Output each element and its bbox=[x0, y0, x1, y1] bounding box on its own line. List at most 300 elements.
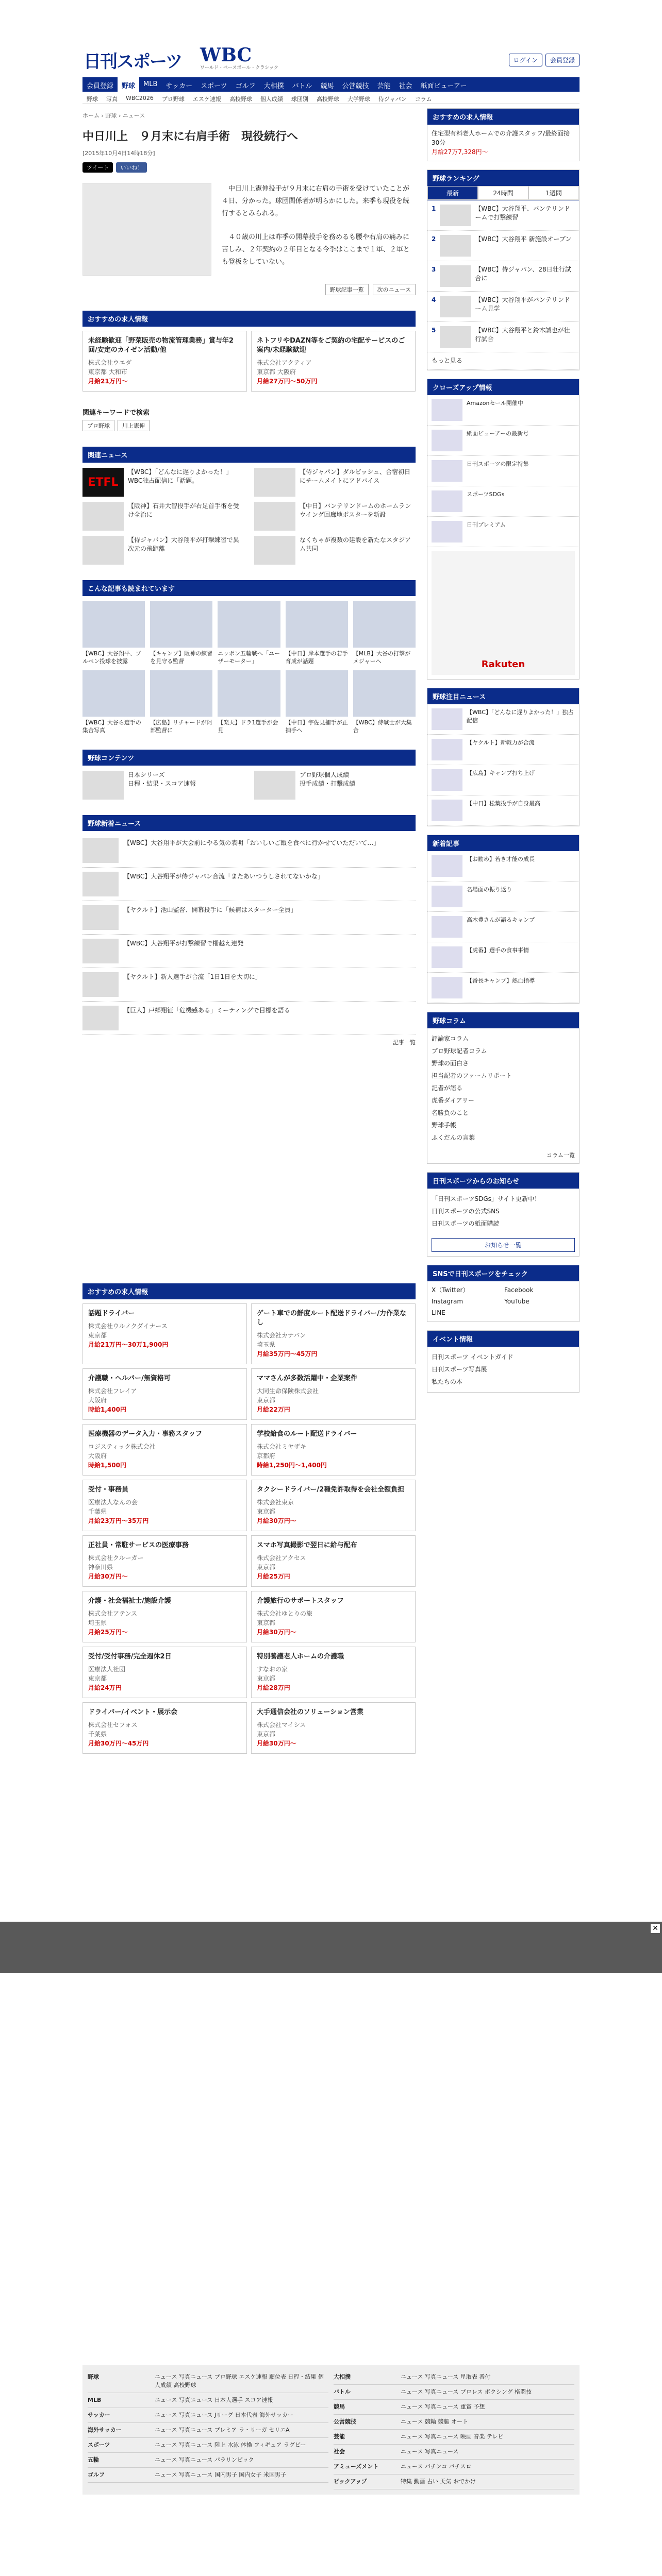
list-item[interactable] bbox=[427, 795, 579, 826]
column-link[interactable]: 評論家コラム bbox=[432, 1035, 469, 1042]
share-buttons bbox=[82, 162, 416, 173]
job-location: 埼玉県 bbox=[88, 1619, 107, 1626]
job-title: 医療機器のデータ入力・事務スタッフ bbox=[88, 1430, 203, 1438]
job-card[interactable] bbox=[82, 1702, 247, 1754]
nav-item[interactable]: 社会 bbox=[399, 82, 412, 90]
more-news-link[interactable]: 記事一覧 bbox=[393, 1039, 416, 1046]
list-item[interactable] bbox=[427, 735, 579, 765]
global-nav bbox=[82, 77, 580, 92]
event-link[interactable]: 私たちの本 bbox=[432, 1378, 463, 1385]
timeline-photo bbox=[286, 601, 348, 648]
list-item[interactable] bbox=[82, 502, 244, 531]
job-card[interactable] bbox=[251, 1535, 416, 1587]
register-button[interactable]: 会員登録 bbox=[545, 54, 580, 66]
footer-row bbox=[88, 2438, 328, 2453]
timeline-photo bbox=[150, 670, 212, 717]
event-link[interactable]: 日刊スポーツ写真展 bbox=[432, 1366, 487, 1373]
footer-links[interactable]: ニュース 写真ニュース Jリーグ 日本代表 海外サッカー bbox=[155, 2412, 293, 2418]
contents-section-title: 野球コンテンツ bbox=[82, 750, 416, 766]
subnav-item[interactable]: 侍ジャパン bbox=[378, 96, 407, 103]
job-location: 東京都 bbox=[88, 1675, 107, 1682]
wbc-logo-caption: ワールド・ベースボール・クラシック bbox=[200, 65, 279, 71]
footer-links[interactable]: ニュース 写真ニュース プロレス ボクシング 格闘技 bbox=[401, 2388, 532, 2395]
list-item[interactable] bbox=[254, 536, 416, 565]
header-actions bbox=[509, 54, 580, 66]
news-headline: 【阪神】石井大智投手が右足首手術を受け全治に bbox=[128, 502, 240, 518]
job-pay: 月給21万円～30万1,900円 bbox=[88, 1341, 169, 1348]
job-pay: 月給30万円～ bbox=[257, 1517, 296, 1524]
footer-row bbox=[88, 2453, 328, 2468]
job-location: 東京都 大和市 bbox=[88, 368, 127, 376]
timeline-section-title: こんな記事も読まれています bbox=[82, 580, 416, 596]
footer-col-left bbox=[88, 2370, 328, 2489]
job-card[interactable] bbox=[82, 1368, 247, 1420]
timeline-headline: 【WBC】侍戦士が大集合 bbox=[353, 719, 412, 734]
rank-number: 1 bbox=[432, 205, 436, 212]
footer-heading[interactable]: サッカー bbox=[88, 2412, 110, 2418]
footer-links[interactable]: ニュース 写真ニュース 陸上 水泳 体操 フィギュア ラグビー bbox=[155, 2442, 306, 2448]
main-column bbox=[82, 108, 416, 1754]
job-pay: 月給30万円～45万円 bbox=[88, 1740, 149, 1747]
side-jobs-body[interactable] bbox=[427, 125, 579, 161]
job-company: 株式会社アクティア bbox=[257, 359, 312, 366]
side-jobs-pay: 月給27万7,328円～ bbox=[432, 148, 488, 156]
notice-title: 日刊スポーツからのお知らせ bbox=[427, 1173, 579, 1189]
job-title: 正社員・常駐サービスの医療事務 bbox=[88, 1541, 189, 1549]
timeline-headline: 【中日】宇佐見捕手が正捕手へ bbox=[285, 719, 348, 734]
column-list bbox=[427, 1028, 579, 1148]
notice-more-button[interactable]: お知らせ一覧 bbox=[432, 1238, 575, 1252]
list-item[interactable] bbox=[82, 868, 416, 901]
job-pay: 月給25万円 bbox=[257, 1573, 290, 1580]
jobs-section-title: おすすめの求人情報 bbox=[82, 311, 416, 327]
column-link[interactable]: 担当記者のファームリポート bbox=[432, 1072, 512, 1079]
job-pay: 時給1,400円 bbox=[88, 1406, 126, 1413]
site-logo[interactable]: 日刊スポーツ bbox=[84, 52, 182, 72]
ranking-list bbox=[427, 200, 579, 370]
news-headline: 【WBC】大谷翔平が大会前にやる気の表明「おいしいご飯を食べに行かせていただいて…」 bbox=[124, 839, 380, 846]
list-item[interactable] bbox=[82, 536, 244, 565]
nav-item[interactable]: 芸能 bbox=[377, 82, 391, 90]
side-jobs bbox=[427, 108, 580, 161]
footer-row bbox=[334, 2430, 574, 2445]
subnav-item[interactable]: エスケ速報 bbox=[192, 96, 221, 103]
job-pay: 月給21万円～ bbox=[88, 378, 128, 385]
list-item[interactable] bbox=[254, 771, 416, 800]
list-item[interactable] bbox=[353, 670, 416, 734]
job-card[interactable] bbox=[82, 1303, 247, 1364]
footer-heading[interactable]: ピックアップ bbox=[334, 2478, 367, 2485]
event-list bbox=[427, 1347, 579, 1392]
list-item[interactable] bbox=[254, 468, 416, 497]
list-item[interactable] bbox=[427, 704, 579, 735]
list-item[interactable] bbox=[254, 502, 416, 531]
daily-thumbnail bbox=[432, 769, 462, 791]
timeline-photo bbox=[82, 601, 145, 648]
job-card[interactable] bbox=[251, 1424, 416, 1476]
job-location: 東京都 大阪府 bbox=[257, 368, 296, 376]
sns-title: SNSで日刊スポーツをチェック bbox=[427, 1265, 579, 1281]
job-location: 東京都 bbox=[257, 1508, 276, 1515]
column-link[interactable]: 記者が語る bbox=[432, 1084, 463, 1092]
keyword-tag[interactable]: 川上憲伸 bbox=[118, 420, 150, 431]
job-card[interactable] bbox=[251, 331, 416, 392]
footer-heading[interactable]: スポーツ bbox=[88, 2442, 110, 2448]
closeup-thumbnail bbox=[432, 490, 462, 512]
sns-link[interactable]: YouTube bbox=[504, 1298, 529, 1305]
list-item[interactable] bbox=[82, 601, 145, 665]
job-location: 千葉県 bbox=[88, 1508, 107, 1515]
job-card[interactable] bbox=[251, 1647, 416, 1698]
job-location: 東京都 bbox=[257, 1397, 276, 1404]
footer-links[interactable]: ニュース 写真ニュース プレミア ラ・リーガ セリエA bbox=[155, 2427, 290, 2433]
list-item[interactable] bbox=[427, 352, 579, 370]
wbc-logo[interactable] bbox=[200, 44, 278, 71]
column-link[interactable]: 名勝負のこと bbox=[432, 1109, 469, 1116]
list-item[interactable] bbox=[427, 200, 579, 231]
job-location: 京都府 bbox=[257, 1452, 276, 1460]
job-location: 東京都 bbox=[257, 1619, 276, 1626]
notice-link[interactable]: 「日刊スポーツSDGs」サイト更新中！ bbox=[432, 1195, 541, 1202]
footer-heading[interactable]: 芸能 bbox=[334, 2433, 345, 2440]
timeline-headline: 【中日】岸本選手の若手育成が話題 bbox=[285, 650, 348, 665]
footer-row bbox=[334, 2400, 574, 2415]
job-card[interactable] bbox=[251, 1480, 416, 1531]
list-item[interactable] bbox=[150, 670, 212, 734]
article-list-button[interactable]: 野球記事一覧 bbox=[325, 284, 369, 295]
column-link[interactable]: プロ野球記者コラム bbox=[432, 1047, 487, 1055]
login-button[interactable]: ログイン bbox=[509, 54, 542, 66]
list-item[interactable] bbox=[427, 912, 579, 942]
job-card[interactable] bbox=[82, 1480, 247, 1531]
timeline-headline: 【WBC】大谷ら選手の集合写真 bbox=[82, 719, 141, 734]
footer-row bbox=[88, 2423, 328, 2438]
column-link[interactable]: 野球の面白さ bbox=[432, 1060, 469, 1067]
subnav-item[interactable]: プロ野球 bbox=[161, 96, 185, 103]
daily-thumbnail bbox=[432, 739, 462, 760]
list-item[interactable] bbox=[427, 456, 579, 486]
job-location: 千葉県 bbox=[88, 1731, 107, 1738]
nav-item[interactable]: 野球 bbox=[118, 77, 139, 92]
job-title: ネトフリやDAZN等をご契約の宅配サービスのご案内/未経験歓迎 bbox=[257, 337, 405, 354]
rank-headline: 【WBC】大谷翔平 新施設オープン bbox=[475, 235, 572, 243]
jobs-grid bbox=[82, 331, 416, 392]
job-pay: 時給1,250円～1,400円 bbox=[257, 1462, 327, 1469]
list-item[interactable] bbox=[427, 395, 579, 426]
subnav-item[interactable]: 高校野球 bbox=[229, 96, 252, 103]
sns-link[interactable]: Instagram bbox=[432, 1298, 464, 1305]
list-item[interactable] bbox=[82, 968, 416, 1002]
close-icon[interactable]: ✕ bbox=[651, 1924, 660, 1933]
job-location: 東京都 bbox=[257, 1675, 276, 1682]
nav-item[interactable]: 大相撲 bbox=[263, 82, 284, 90]
job-company: 株式会社セフォス bbox=[88, 1721, 138, 1728]
job-pay: 月給23万円～35万円 bbox=[88, 1517, 149, 1524]
footer-links[interactable]: ニュース 写真ニュース 国内男子 国内女子 米国男子 bbox=[155, 2471, 286, 2478]
job-title: スマホ写真撮影で翌日に給与配布 bbox=[257, 1541, 357, 1549]
footer-heading[interactable]: ゴルフ bbox=[88, 2471, 105, 2478]
job-company: 株式会社クルーガー bbox=[88, 1554, 144, 1562]
footer-links[interactable]: ニュース 写真ニュース 星取表 番付 bbox=[401, 2374, 491, 2380]
column-link[interactable]: ふくだんの言葉 bbox=[432, 1134, 475, 1141]
daily-list bbox=[427, 704, 579, 826]
column-link[interactable]: 野球手帳 bbox=[432, 1122, 457, 1129]
list-item[interactable] bbox=[150, 601, 212, 665]
footer-links[interactable]: ニュース 競輪 競艇 オート bbox=[401, 2418, 468, 2425]
footer-heading[interactable]: 五輪 bbox=[88, 2456, 99, 2463]
nav-item[interactable]: 競馬 bbox=[320, 82, 334, 90]
subnav-item[interactable]: 写真 bbox=[106, 96, 118, 103]
sns-box bbox=[427, 1265, 580, 1322]
list-item[interactable] bbox=[427, 765, 579, 795]
ranking-tabs bbox=[427, 186, 579, 200]
notice-link[interactable]: 日刊スポーツの公式SNS bbox=[432, 1208, 500, 1215]
list-item[interactable] bbox=[427, 882, 579, 912]
shoes-ad[interactable]: Rakuten bbox=[432, 551, 575, 675]
closeup-text: スポーツSDGs bbox=[467, 491, 505, 498]
job-pay: 月給24万円 bbox=[88, 1684, 122, 1691]
list-item[interactable] bbox=[427, 851, 579, 882]
contents-thumbnail bbox=[254, 771, 295, 800]
newrec-headline: 【番長キャンプ】熱血指導 bbox=[467, 977, 535, 984]
header bbox=[82, 0, 580, 72]
nav-item[interactable]: バトル bbox=[292, 82, 312, 90]
footer-links[interactable]: ニュース 写真ニュース 重賞 予想 bbox=[401, 2403, 485, 2410]
job-company: 株式会社ウルノクダイナース bbox=[88, 1323, 168, 1330]
baseball-news-title: 野球新着ニュース bbox=[82, 815, 416, 831]
timeline-headline: 【MLB】大谷の打撃がメジャーへ bbox=[353, 650, 410, 665]
list-item[interactable] bbox=[353, 601, 416, 665]
job-title: 受付/受付事務/完全週休2日 bbox=[88, 1653, 172, 1660]
footer-heading[interactable]: アミューズメント bbox=[334, 2463, 379, 2470]
footer-links[interactable]: ニュース 写真ニュース パラリンピック bbox=[155, 2456, 254, 2463]
footer-row bbox=[88, 2468, 328, 2483]
job-card[interactable] bbox=[82, 1424, 247, 1476]
list-item[interactable] bbox=[427, 231, 579, 261]
footer-links[interactable]: ニュース 写真ニュース 映画 音楽 テレビ bbox=[401, 2433, 504, 2440]
job-company: 株式会社アテンス bbox=[88, 1610, 138, 1617]
job-card[interactable] bbox=[251, 1591, 416, 1642]
keyword-tag[interactable]: プロ野球 bbox=[82, 420, 114, 431]
list-item[interactable] bbox=[427, 517, 579, 547]
list-item[interactable] bbox=[427, 942, 579, 973]
news-headline: 【侍ジャパン】大谷翔平が打撃練習で異次元の飛距離 bbox=[128, 536, 239, 552]
list-item[interactable] bbox=[82, 771, 244, 800]
footer-links[interactable]: ニュース 写真ニュース 日本人選手 スコア速報 bbox=[155, 2397, 273, 2403]
footer-heading[interactable]: MLB bbox=[88, 2397, 102, 2403]
list-item[interactable] bbox=[427, 973, 579, 1003]
rank-number: 2 bbox=[432, 235, 436, 243]
newrec-headline: 【虎番】選手の食事事情 bbox=[467, 947, 529, 954]
article-date: [2015年10月4日14時18分] bbox=[82, 150, 155, 157]
closeup-list bbox=[427, 395, 579, 547]
job-pay: 月給30万円～ bbox=[257, 1629, 296, 1636]
footer-heading[interactable]: 大相撲 bbox=[334, 2374, 351, 2380]
notice-link[interactable]: 日刊スポーツの紙面購読 bbox=[432, 1220, 500, 1227]
list-item[interactable] bbox=[427, 426, 579, 456]
daily-headline: 【広島】キャンプ打ち上げ bbox=[467, 770, 535, 776]
job-card[interactable] bbox=[82, 1591, 247, 1642]
next-news-button[interactable]: 次のニュース bbox=[373, 284, 416, 295]
job-pay: 月給35万円～45万円 bbox=[257, 1350, 318, 1358]
column-box bbox=[427, 1012, 580, 1164]
contents-desc: 日程・結果・スコア速報 bbox=[128, 780, 196, 787]
subnav-item[interactable]: WBC2026 bbox=[126, 95, 154, 101]
nav-item[interactable]: スポーツ bbox=[201, 82, 227, 90]
rank-number: 4 bbox=[432, 296, 436, 303]
footer-links[interactable]: ニュース パチンコ パチスロ bbox=[401, 2463, 472, 2470]
job-title: タクシードライバー/2種免許取得を会社全額負担 bbox=[257, 1486, 405, 1494]
footer-links[interactable]: ニュース 写真ニュース bbox=[401, 2448, 459, 2455]
footer-links[interactable]: ニュース 写真ニュース プロ野球 エスケ速報 順位表 日程・結果 個人成績 高校野球 bbox=[155, 2374, 324, 2388]
nav-item[interactable]: 会員登録 bbox=[82, 77, 118, 92]
timeline-headline: 【広島】リチャードが阿部監督に bbox=[150, 719, 212, 734]
job-location: 神奈川県 bbox=[88, 1564, 113, 1571]
event-title: イベント情報 bbox=[427, 1331, 579, 1347]
job-card[interactable] bbox=[82, 1535, 247, 1587]
article-paragraph: ４０歳の川上は昨季の開幕投手を務めるも腰や右肩の痛みに苦しみ、２年契約の２年目となる今季はここまで１軍、２軍とも登板をしていない。 bbox=[222, 233, 410, 266]
news-thumbnail bbox=[82, 838, 119, 863]
event-link[interactable]: 日刊スポーツ イベントガイド bbox=[432, 1353, 514, 1361]
newrec-list bbox=[427, 851, 579, 1003]
subnav-item[interactable]: コラム bbox=[415, 96, 432, 103]
list-item[interactable] bbox=[82, 468, 244, 497]
job-company: 株式会社東京 bbox=[257, 1499, 294, 1506]
side-jobs-title: おすすめの求人情報 bbox=[427, 109, 579, 125]
ranking-box bbox=[427, 170, 580, 370]
footer-heading[interactable]: 野球 bbox=[88, 2374, 99, 2380]
list-item[interactable] bbox=[427, 261, 579, 292]
job-card[interactable] bbox=[82, 1647, 247, 1698]
contents-name: プロ野球個人成績 bbox=[300, 771, 350, 778]
ad-overlay bbox=[0, 1922, 662, 1973]
list-item[interactable] bbox=[82, 670, 145, 734]
job-company: 株式会社マイシス bbox=[257, 1721, 306, 1728]
nav-item[interactable]: ゴルフ bbox=[235, 82, 256, 90]
job-company: 医療法人なんの会 bbox=[88, 1499, 138, 1506]
job-card[interactable] bbox=[251, 1368, 416, 1420]
footer-heading[interactable]: 海外サッカー bbox=[88, 2427, 122, 2433]
job-title: 介護職・ヘルパー/無資格可 bbox=[88, 1375, 171, 1382]
footer-links[interactable]: 特集 動画 占い 天気 おでかけ bbox=[401, 2478, 476, 2485]
daily-headline: 【ヤクルト】新戦力が合流 bbox=[467, 739, 535, 746]
subnav-item[interactable]: 高校野球 bbox=[316, 96, 339, 103]
subnav-item[interactable]: 野球 bbox=[87, 96, 98, 103]
job-title: 介護旅行のサポートスタッフ bbox=[257, 1597, 344, 1605]
nav-item[interactable]: 紙面ビューアー bbox=[420, 82, 467, 90]
news-headline: 【ヤクルト】池山監督、開幕投手に「候補はスターター全員」 bbox=[124, 906, 297, 913]
job-title: ゲート車での鮮度ルート配送ドライバー/力作業なし bbox=[257, 1310, 407, 1327]
keyword-list bbox=[82, 420, 416, 431]
footer-row bbox=[88, 2370, 328, 2393]
notice-box bbox=[427, 1172, 580, 1257]
closeup-text: 日刊プレミアム bbox=[467, 521, 506, 528]
footer-row bbox=[334, 2370, 574, 2385]
footer-heading[interactable]: 公営競技 bbox=[334, 2418, 356, 2425]
list-item[interactable] bbox=[286, 670, 348, 734]
list-item[interactable] bbox=[82, 935, 416, 968]
job-title: 学校給食のルート配送ドライバー bbox=[257, 1430, 357, 1438]
footer-heading[interactable]: 社会 bbox=[334, 2448, 345, 2455]
subnav-item[interactable]: 球団別 bbox=[291, 96, 308, 103]
list-item[interactable] bbox=[427, 486, 579, 517]
list-item[interactable] bbox=[427, 322, 579, 352]
footer-row bbox=[334, 2475, 574, 2489]
contents-thumbnail bbox=[82, 771, 124, 800]
rank-thumbnail bbox=[440, 326, 471, 348]
timeline-headline: 【楽天】ドラ1選手が会見 bbox=[218, 719, 278, 734]
closeup-text: 日刊スポーツの限定特集 bbox=[467, 461, 529, 467]
list-item[interactable] bbox=[82, 1002, 416, 1035]
list-item[interactable] bbox=[218, 670, 280, 734]
tweet-button[interactable]: ツイート bbox=[82, 162, 113, 173]
job-title: 特別養護老人ホームの介護職 bbox=[257, 1653, 344, 1660]
article-title: 中日川上 ９月末に右肩手術 現役続行へ bbox=[82, 130, 299, 143]
news-thumbnail bbox=[82, 872, 119, 896]
nav-item[interactable]: MLB bbox=[143, 80, 158, 88]
column-more[interactable]: コラム一覧 bbox=[547, 1152, 575, 1159]
job-pay: 月給28万円 bbox=[257, 1684, 290, 1691]
closeup-title: クローズアップ情報 bbox=[427, 379, 579, 395]
tab-ranking[interactable]: 1週間 bbox=[528, 186, 579, 200]
timeline-photo bbox=[218, 670, 280, 717]
nav-item[interactable]: サッカー bbox=[166, 82, 193, 90]
rank-thumbnail bbox=[440, 296, 471, 317]
job-card[interactable] bbox=[251, 1303, 416, 1364]
notice-list bbox=[427, 1189, 579, 1234]
daily-headline: 【WBC】「どんなに遅りよかった！」独占配信 bbox=[467, 709, 574, 724]
list-item[interactable] bbox=[82, 834, 416, 868]
footer-heading[interactable]: 競馬 bbox=[334, 2403, 345, 2410]
sns-link[interactable]: Facebook bbox=[504, 1286, 534, 1294]
column-link[interactable]: 虎番ダイアリー bbox=[432, 1097, 474, 1104]
list-item[interactable] bbox=[286, 601, 348, 665]
news-thumbnail bbox=[254, 502, 295, 531]
closeup-box bbox=[427, 379, 580, 680]
subnav-item[interactable]: 大学野球 bbox=[347, 96, 370, 103]
closeup-thumbnail bbox=[432, 399, 462, 421]
tab-ranking[interactable]: 24時間 bbox=[478, 186, 528, 200]
job-card[interactable] bbox=[82, 331, 247, 392]
list-item[interactable] bbox=[82, 901, 416, 935]
news-headline: 【WBC】大谷翔平が侍ジャパン合流「またあいつうしされてないかな」 bbox=[124, 873, 324, 880]
event-box bbox=[427, 1330, 580, 1393]
sns-link[interactable]: LINE bbox=[432, 1309, 445, 1316]
job-pay: 時給1,500円 bbox=[88, 1462, 126, 1469]
newrec-headline: 名場面の振り返り bbox=[467, 886, 512, 893]
nav-item[interactable]: 公営競技 bbox=[342, 82, 369, 90]
footer-heading[interactable]: バトル bbox=[334, 2388, 351, 2395]
timeline-photo bbox=[150, 601, 212, 648]
subnav-item[interactable]: 個人成績 bbox=[260, 96, 283, 103]
fb-like-button[interactable]: いいね！ bbox=[116, 162, 147, 173]
job-card[interactable] bbox=[251, 1702, 416, 1754]
tab-ranking[interactable]: 最新 bbox=[427, 186, 478, 200]
footer-col-right bbox=[334, 2370, 574, 2489]
sns-link[interactable]: X（Twitter） bbox=[432, 1286, 469, 1294]
news-thumbnail bbox=[82, 536, 124, 565]
footer-row bbox=[88, 2393, 328, 2408]
news-headline: 【中日】バンテリンドームのホームランウイング回廊地ポスターを新設 bbox=[300, 502, 411, 518]
rank-headline: 【WBC】侍ジャパン、28日壮行試合に bbox=[475, 266, 571, 282]
job-title: ママさんが多数活躍中・企業案件 bbox=[257, 1375, 358, 1382]
list-item[interactable] bbox=[218, 601, 280, 665]
contents-desc: 投手成績・打撃成績 bbox=[300, 780, 356, 787]
news-thumbnail bbox=[82, 1006, 119, 1030]
footer-row bbox=[334, 2385, 574, 2400]
job-company: ロジスティック株式会社 bbox=[88, 1443, 156, 1450]
list-item[interactable] bbox=[427, 292, 579, 322]
